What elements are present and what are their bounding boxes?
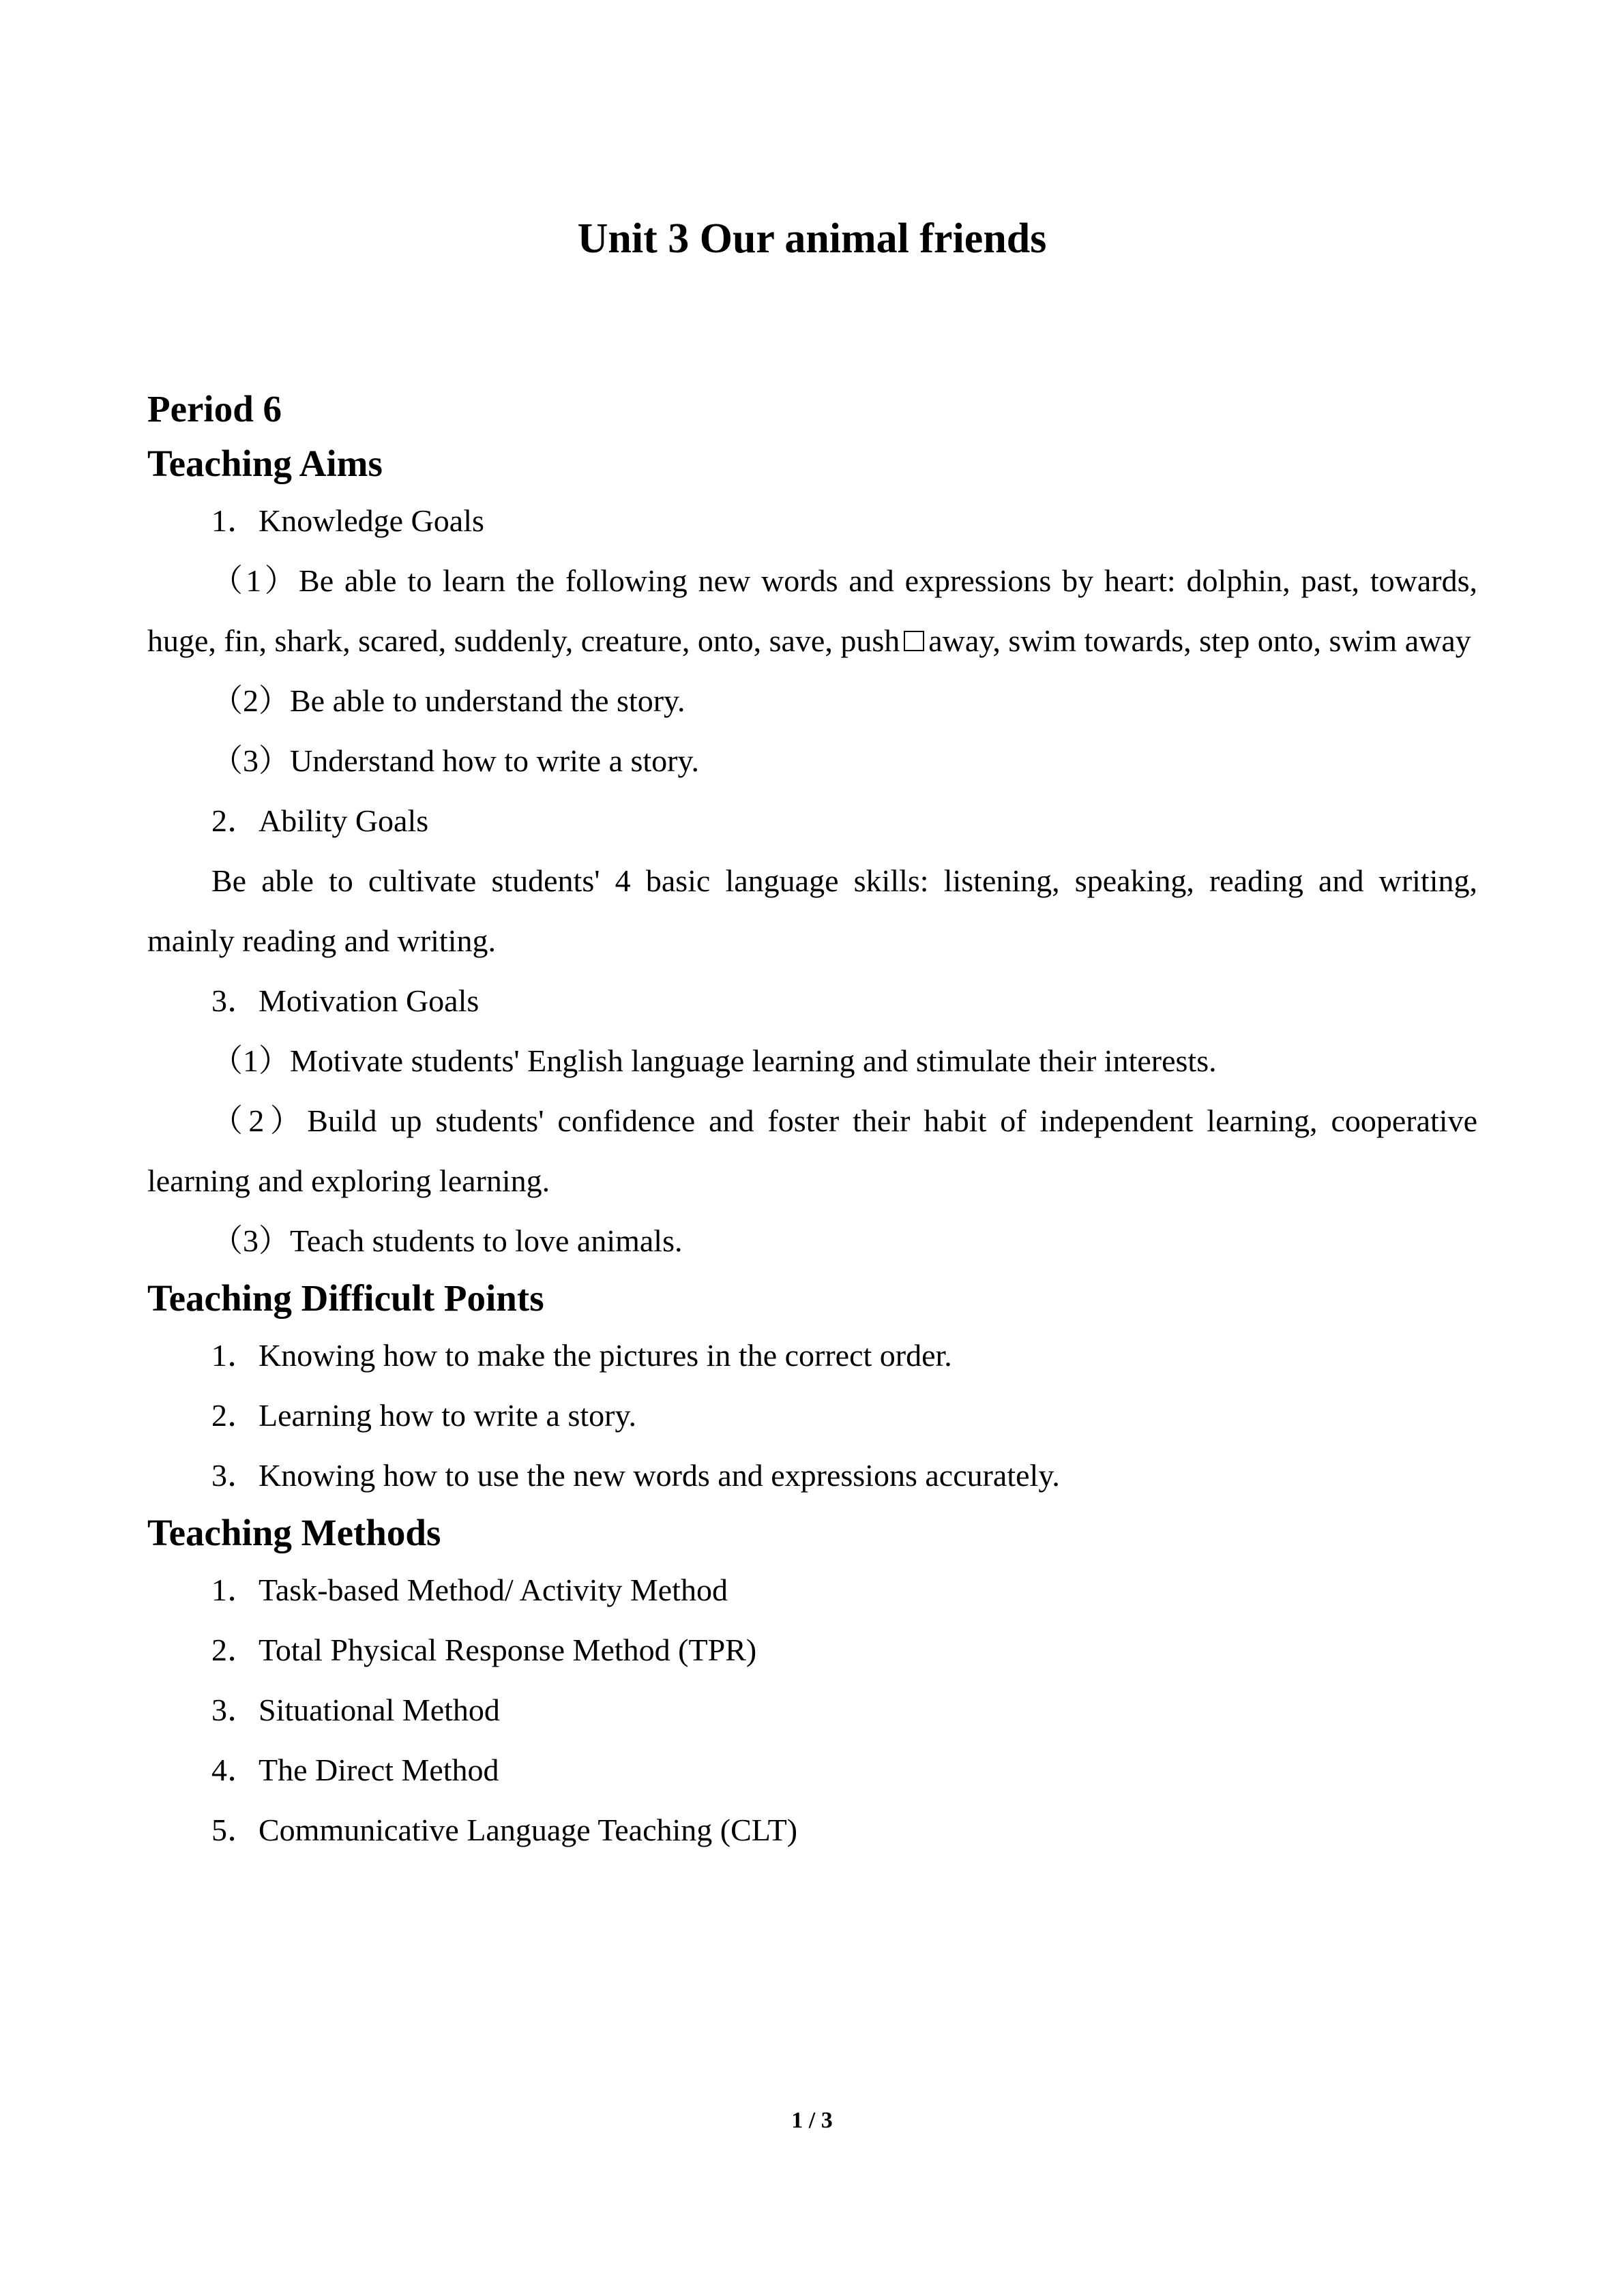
motivation-goal-2: （2）Build up students' confidence and foster their habit of independent learning, cooperative learning and exploring learning. [147, 1103, 1477, 1198]
difficult-point-item: 2．Learning how to write a story. [211, 1398, 636, 1433]
teaching-method-item: 5．Communicative Language Teaching (CLT) [211, 1813, 798, 1847]
page-number: 1 / 3 [791, 2108, 833, 2133]
teaching-methods-heading: Teaching Methods [147, 1512, 441, 1553]
document-title: Unit 3 Our animal friends [577, 215, 1047, 262]
knowledge-goal-1-text-a: （1）Be able to learn the following new words and expressions by heart: dolphin, past, towards, huge, fin, shark, scared, suddenly, creature, onto, save, push [147, 563, 1477, 658]
teaching-difficult-points-heading: Teaching Difficult Points [147, 1277, 544, 1319]
knowledge-goal-2: （2）Be able to understand the story. [211, 683, 685, 718]
teaching-method-item: 4．The Direct Method [211, 1753, 499, 1787]
teaching-method-item: 2．Total Physical Response Method (TPR) [211, 1632, 757, 1667]
ability-goals-label: 2．Ability Goals [211, 803, 429, 838]
knowledge-goals-label: 1．Knowledge Goals [211, 503, 484, 538]
document-body [147, 382, 1477, 1860]
teaching-aims-heading: Teaching Aims [147, 443, 383, 484]
teaching-method-item: 3．Situational Method [211, 1693, 500, 1727]
missing-character-box-icon [904, 631, 924, 651]
motivation-goals-label: 3．Motivation Goals [211, 983, 479, 1018]
teaching-method-item: 1．Task-based Method/ Activity Method [211, 1572, 728, 1607]
knowledge-goal-1-text-b: away, swim towards, step onto, swim away [928, 623, 1471, 658]
knowledge-goal-1 [147, 551, 1477, 671]
difficult-point-item: 1．Knowing how to make the pictures in the correct order. [211, 1338, 952, 1373]
period-heading: Period 6 [147, 388, 282, 430]
motivation-goal-1: （1）Motivate students' English language learning and stimulate their interests. [211, 1043, 1217, 1078]
ability-goals-text: Be able to cultivate students' 4 basic language skills: listening, speaking, reading and writing, mainly reading and writing. [147, 863, 1477, 958]
motivation-goal-3: （3）Teach students to love animals. [211, 1223, 683, 1258]
knowledge-goal-3: （3）Understand how to write a story. [211, 743, 699, 778]
difficult-point-item: 3．Knowing how to use the new words and expressions accurately. [211, 1458, 1060, 1493]
